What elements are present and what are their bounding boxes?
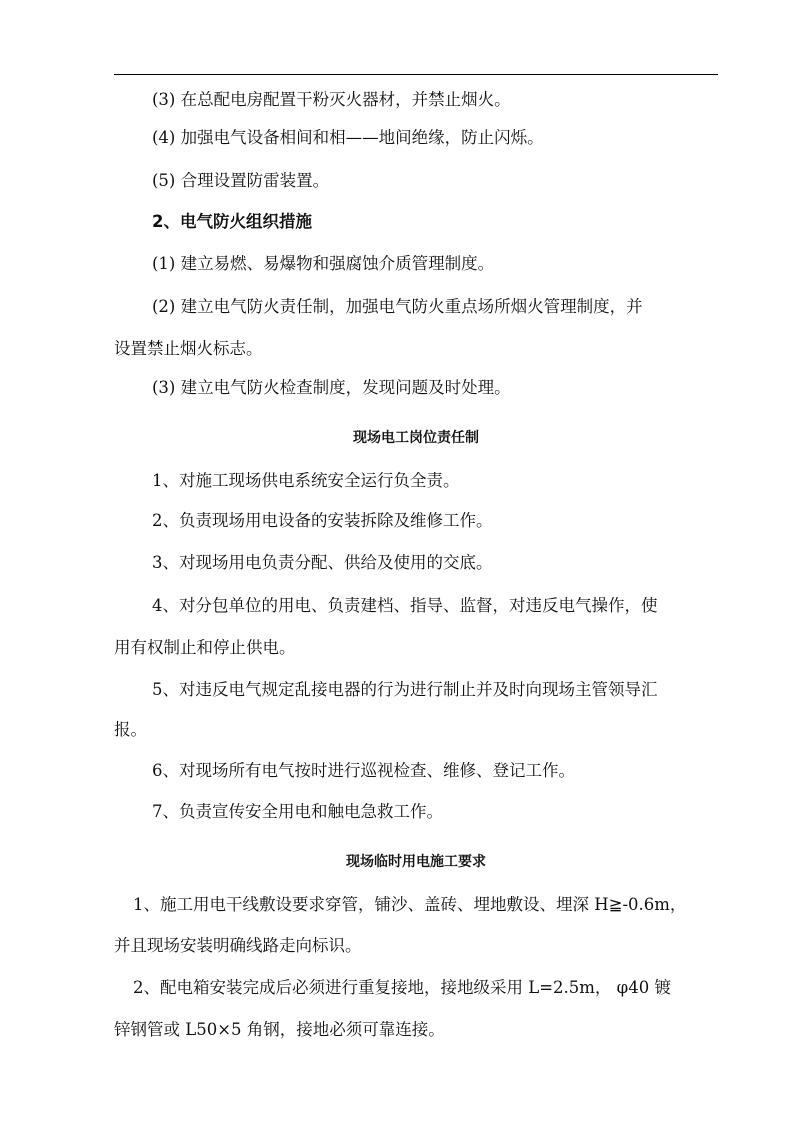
paragraph-line: 用有权制止和停止供电。 [114, 638, 296, 657]
section-title: 现场电工岗位责任制 [353, 430, 479, 446]
section-heading: 2、电气防火组织措施 [152, 212, 312, 231]
paragraph-line: 2、配电箱安装完成后必须进行重复接地，接地级采用 L=2.5m， φ40 镀 [133, 978, 671, 997]
paragraph-line: 3、对现场用电负责分配、供给及使用的交底。 [152, 553, 493, 572]
paragraph-line: (1) 建立易燃、易爆物和强腐蚀介质管理制度。 [152, 254, 495, 273]
paragraph-line: 报。 [114, 720, 147, 739]
paragraph-line: 4、对分包单位的用电、负责建档、指导、监督，对违反电气操作，使 [152, 596, 658, 615]
paragraph-line: (4) 加强电气设备相间和相——地间绝缘，防止闪烁。 [152, 128, 544, 147]
paragraph-line: 设置禁止烟火标志。 [114, 339, 263, 358]
header-rule [114, 74, 718, 75]
paragraph-line: 1、对施工现场供电系统安全运行负全责。 [152, 471, 460, 490]
paragraph-line: (5) 合理设置防雷装置。 [152, 171, 330, 190]
paragraph-line: 锌钢管或 L50×5 角钢，接地必须可靠连接。 [114, 1020, 445, 1039]
paragraph-line: 1、施工用电干线敷设要求穿管，铺沙、盖砖、埋地敷设、埋深 H≧-0.6m， [133, 895, 687, 914]
paragraph-line: 2、负责现场用电设备的安装拆除及维修工作。 [152, 511, 493, 530]
paragraph-line: 并且现场安装明确线路走向标识。 [114, 936, 362, 955]
paragraph-line: 5、对违反电气规定乱接电器的行为进行制止并及时向现场主管领导汇 [152, 680, 658, 699]
paragraph-line: (3) 建立电气防火检查制度，发现问题及时处理。 [152, 378, 511, 397]
paragraph-line: 7、负责宣传安全用电和触电急救工作。 [152, 802, 443, 821]
paragraph-line: (2) 建立电气防火责任制，加强电气防火重点场所烟火管理制度，并 [152, 297, 643, 316]
paragraph-line: 6、对现场所有电气按时进行巡视检查、维修、登记工作。 [152, 761, 575, 780]
paragraph-line: (3) 在总配电房配置干粉灭火器材，并禁止烟火。 [152, 90, 511, 109]
section-title: 现场临时用电施工要求 [346, 854, 486, 870]
